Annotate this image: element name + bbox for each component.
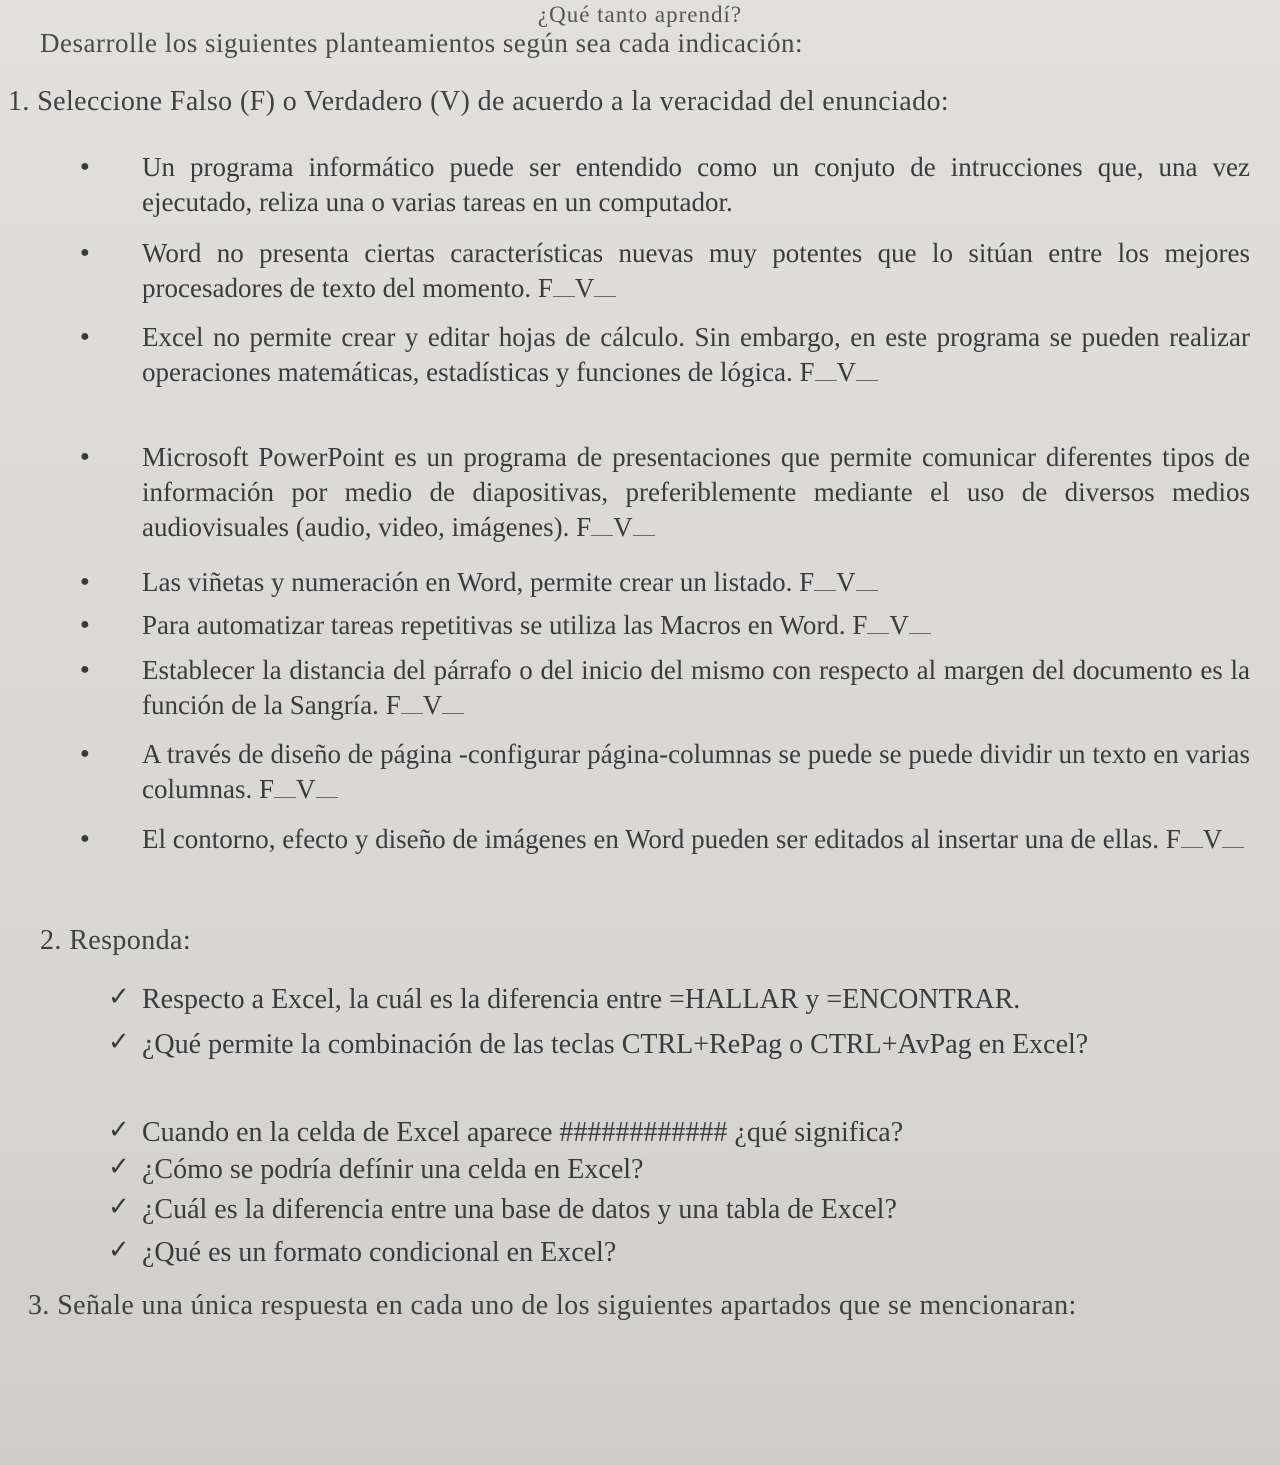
answer-blank-f[interactable] [401, 693, 423, 714]
statement-text: Establecer la distancia del párrafo o del inicio del mismo con respecto al margen del documento es la función de la Sangría. [142, 655, 1250, 721]
statement-text: Para automatizar tareas repetitivas se utiliza las Macros en Word. [142, 610, 846, 640]
question-text: Respecto a Excel, la cuál es la diferencia entre =HALLAR y =ENCONTRAR. [142, 984, 1021, 1015]
bullet-icon: ● [80, 328, 90, 345]
bullet-icon: ● [80, 448, 90, 465]
answer-options: F V [576, 512, 655, 542]
answer-blank-f[interactable] [274, 777, 296, 798]
true-false-item [80, 236, 1250, 306]
answer-options: F V [386, 690, 465, 720]
checkmark-icon: ✓ [108, 1192, 130, 1222]
true-false-item [80, 565, 1250, 600]
bullet-icon: ● [80, 830, 90, 847]
answer-options: F V [799, 567, 878, 597]
true-false-item [80, 653, 1250, 723]
statement-text: Excel no permite crear y editar hojas de cálculo. Sin embargo, en este programa se pueden realizar operaciones matemáticas, estadísticas y funciones de lógica. [142, 322, 1250, 388]
question-item [108, 1027, 1248, 1064]
answer-blank-v[interactable] [442, 693, 464, 714]
answer-options: F V [538, 273, 617, 303]
statement-text: Word no presenta ciertas características nuevas muy potentes que lo sitúan entre los mejores procesadores de texto del momento. [142, 238, 1250, 304]
question-text: ¿Qué permite la combinación de las teclas CTRL+RePag o CTRL+AvPag en Excel? [142, 1029, 1089, 1060]
question-item [108, 1152, 1248, 1189]
question-item [108, 1192, 1248, 1229]
answer-options: F V [852, 610, 931, 640]
answer-blank-v[interactable] [316, 777, 338, 798]
answer-blank-v[interactable] [594, 276, 616, 297]
answer-blank-f[interactable] [1181, 827, 1203, 848]
true-false-item [80, 608, 1250, 643]
answer-options: F V [800, 357, 879, 387]
question-item [108, 982, 1248, 1019]
answer-blank-f[interactable] [814, 570, 836, 591]
section-3-heading: 3. Señale una única respuesta en cada uno de los siguientes apartados que se mencionaran: [28, 1290, 1077, 1321]
statement-text: A través de diseño de página -configurar página-columnas se puede se puede dividir un texto en varias columnas. [142, 739, 1250, 805]
answer-blank-f[interactable] [591, 515, 613, 536]
section-1-heading: 1. Seleccione Falso (F) o Verdadero (V) de acuerdo a la veracidad del enunciado: [8, 86, 950, 117]
statement-text: Microsoft PowerPoint es un programa de presentaciones que permite comunicar diferentes tipos de información por medio de diapositivas, preferiblemente mediante el uso de diversos medios audiovisuales (audio, video, imágenes). [142, 442, 1250, 543]
answer-options: F V [259, 774, 338, 804]
answer-blank-v[interactable] [909, 613, 931, 634]
statement-text: El contorno, efecto y diseño de imágenes en Word pueden ser editados al insertar una de ellas. [142, 824, 1159, 854]
answer-blank-v[interactable] [1222, 827, 1244, 848]
true-false-item [80, 320, 1250, 390]
bullet-icon: ● [80, 616, 90, 633]
question-item [108, 1115, 1248, 1152]
instructions: Desarrolle los siguientes planteamientos según sea cada indicación: [40, 28, 804, 58]
page-title: ¿Qué tanto aprendí? [537, 2, 743, 27]
section-2-heading: 2. Responda: [40, 925, 192, 956]
statement-text: Un programa informático puede ser entendido como un conjuto de intrucciones que, una vez ejecutado, reliza una o varias tareas en un computador. [142, 152, 1250, 218]
answer-blank-v[interactable] [856, 570, 878, 591]
bullet-icon: ● [80, 661, 90, 678]
answer-blank-f[interactable] [815, 360, 837, 381]
checkmark-icon: ✓ [108, 982, 130, 1012]
question-text: ¿Qué es un formato condicional en Excel? [142, 1237, 617, 1268]
answer-blank-f[interactable] [867, 613, 889, 634]
true-false-item [80, 737, 1250, 807]
checkmark-icon: ✓ [108, 1235, 130, 1265]
true-false-item [80, 440, 1250, 545]
question-item [108, 1235, 1248, 1272]
true-false-item [80, 822, 1250, 857]
question-text: ¿Cuál es la diferencia entre una base de datos y una tabla de Excel? [142, 1194, 897, 1225]
question-text: ¿Cómo se podría defínir una celda en Excel? [142, 1154, 644, 1185]
true-false-item [80, 150, 1250, 220]
checkmark-icon: ✓ [108, 1152, 130, 1182]
bullet-icon: ● [80, 573, 90, 590]
answer-blank-v[interactable] [856, 360, 878, 381]
bullet-icon: ● [80, 244, 90, 261]
checkmark-icon: ✓ [108, 1115, 130, 1145]
bullet-icon: ● [80, 745, 90, 762]
question-text: Cuando en la celda de Excel aparece ############ ¿qué significa? [142, 1117, 904, 1148]
statement-text: Las viñetas y numeración en Word, permite crear un listado. [142, 567, 793, 597]
answer-blank-v[interactable] [633, 515, 655, 536]
bullet-icon: ● [80, 158, 90, 175]
checkmark-icon: ✓ [108, 1027, 130, 1057]
answer-blank-f[interactable] [553, 276, 575, 297]
answer-options: F V [1166, 824, 1245, 854]
